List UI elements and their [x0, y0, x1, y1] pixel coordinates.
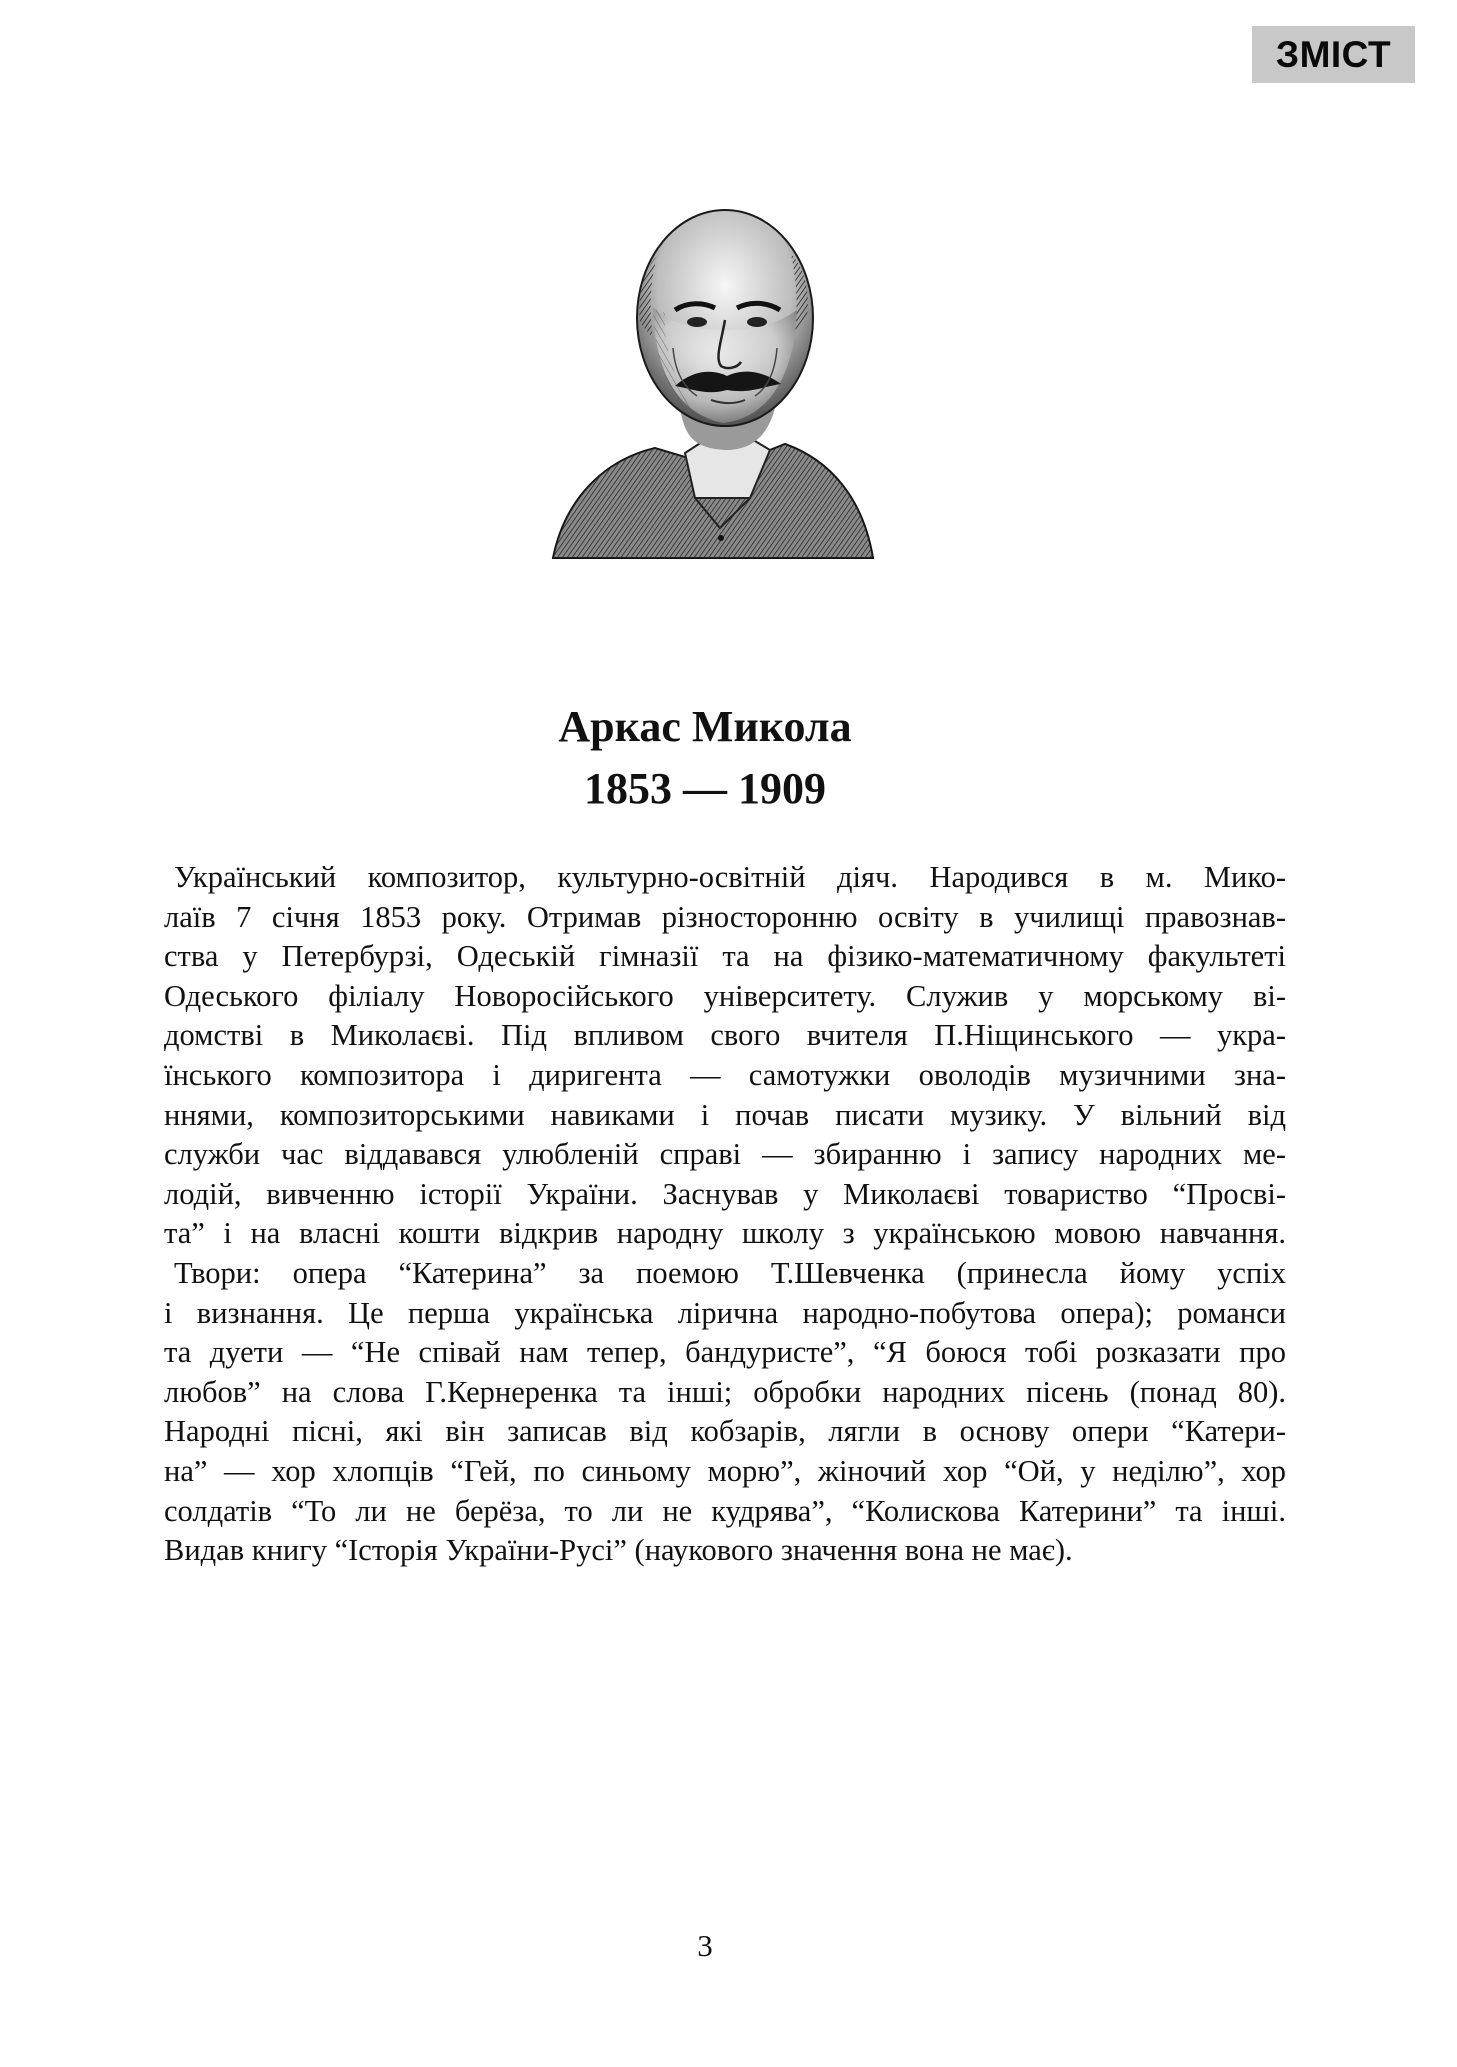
- page-title: [0, 696, 1410, 820]
- life-years: 1853 — 1909: [584, 764, 826, 813]
- text-line: домстві в Миколаєві. Під впливом свого вчителя П.Ніщинського — укра-: [164, 1018, 1286, 1053]
- portrait-image: [545, 198, 877, 568]
- text-line: Український композитор, культурно-освітній діяч. Народився в м. Мико-: [174, 860, 1286, 894]
- text-line: на” — хор хлопців “Гей, по синьому морю”, жіночий хор “Ой, у неділю”, хор: [164, 1453, 1286, 1488]
- biography-paragraph: [164, 858, 1286, 1254]
- text-line: любов” на слова Г.Кернеренка та інші; обробки народних пісень (понад 80).: [164, 1374, 1286, 1409]
- text-line: Твори: опера “Катерина” за поемою Т.Шевченка (принесла йому успіх: [174, 1255, 1286, 1290]
- text-line: лаїв 7 січня 1853 року. Отримав різносторонню освіту в училищі правознав-: [164, 899, 1286, 934]
- text-line: ства у Петербурзі, Одеській гімназії та на фізико-математичному факультеті: [164, 939, 1286, 974]
- person-name: Аркас Микола: [558, 702, 852, 751]
- text-line: ннями, композиторськими навиками і почав писати музику. У вільний від: [164, 1097, 1286, 1132]
- text-line: і визнання. Це перша українська лірична народно-побутова опера); романси: [164, 1295, 1286, 1330]
- text-line: їнського композитора і диригента — самотужки оволодів музичними зна-: [164, 1057, 1286, 1092]
- works-paragraph: [164, 1254, 1286, 1571]
- text-line: Одеського філіалу Новоросійського університету. Служив у морському ві-: [164, 978, 1286, 1013]
- biography-text: [164, 858, 1286, 1571]
- text-line: служби час віддавався улюбленій справі — збиранню і запису народних ме-: [164, 1137, 1286, 1172]
- text-line: Видав книгу “Історія України-Русі” (наукового значення вона не має).: [164, 1533, 1073, 1568]
- text-line: лодій, вивченню історії України. Заснував у Миколаєві товариство “Просві-: [164, 1176, 1286, 1211]
- toc-button[interactable]: ЗМІСТ: [1252, 26, 1415, 83]
- page-number: 3: [697, 1928, 713, 1963]
- text-line: Народні пісні, які він записав від кобзарів, лягли в основу опери “Катери-: [164, 1414, 1286, 1449]
- text-line: та дуети — “Не співай нам тепер, бандуристе”, “Я боюся тобі розказати про: [164, 1335, 1286, 1370]
- text-line: солдатів “То ли не берёза, то ли не кудрява”, “Колискова Катерини” та інші.: [164, 1493, 1286, 1528]
- text-line: та” і на власні кошти відкрив народну школу з українською мовою навчання.: [164, 1216, 1286, 1251]
